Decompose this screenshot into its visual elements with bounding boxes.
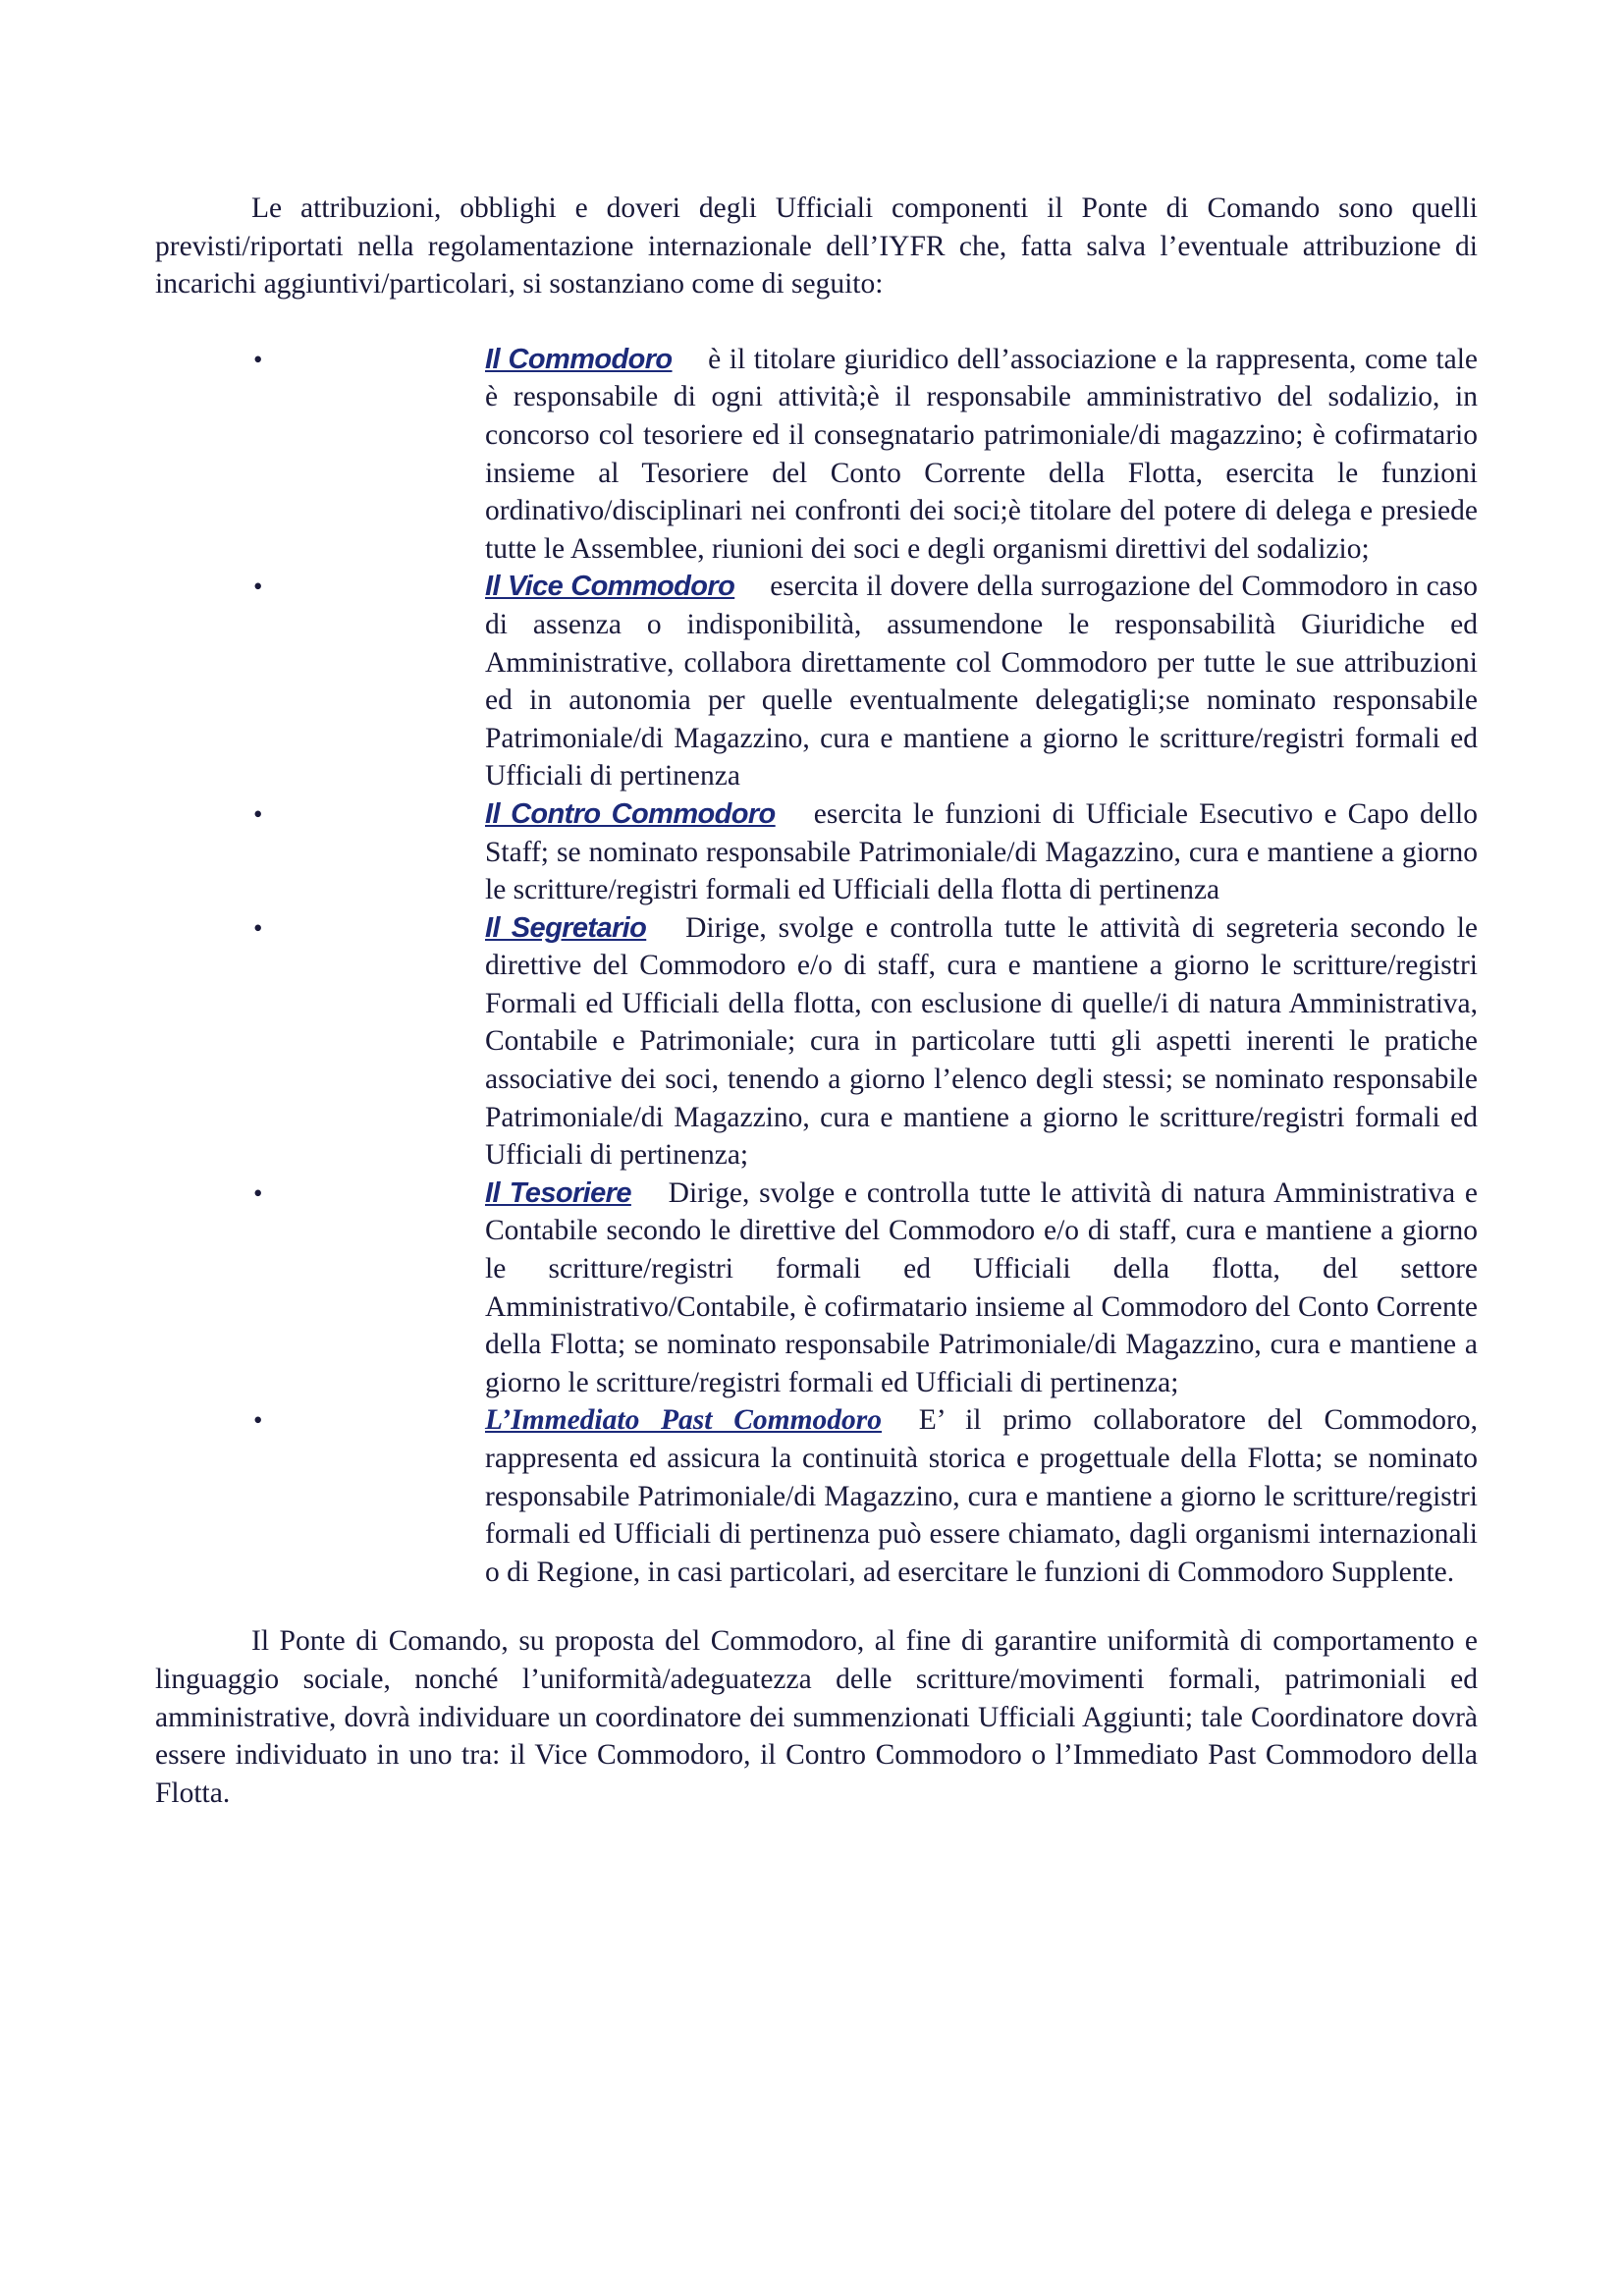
closing-paragraph: Il Ponte di Comando, su proposta del Commodoro, al fine di garantire uniformità di comportamento e linguaggio sociale, nonché l’uniformità/adeguatezza delle scritture/movimenti formali, patrimoniali ed amministrative, dovrà individuare un coordinatore dei summenzionati Ufficiali Aggiunti; tale Coordinatore dovrà essere individuato in uno tra: il Vice Commodoro, il Contro Commodoro o l’Immediato Past Commodoro della Flotta. [155, 1625, 1478, 1809]
roles-list [155, 341, 1478, 1592]
role-item-segretario [253, 909, 1478, 1175]
bullet-icon: • [253, 912, 263, 943]
bullet-icon: • [253, 798, 263, 829]
role-title-immediato-past-commodoro: L’Immediato Past Commodoro [485, 1404, 883, 1437]
role-item-contro-commodoro [253, 795, 1479, 909]
role-item-immediato-past-commodoro [253, 1401, 1478, 1591]
document-page [155, 190, 1478, 1812]
role-title-segretario: Il Segretario [485, 911, 647, 944]
bullet-icon: • [253, 1177, 263, 1208]
role-text-vice-commodoro: esercita il dovere della surrogazione del Commodoro in caso di assenza o indisponibilità, assumendone le responsabilità Giuridiche ed Amministrative, collabora direttamente col Commodoro per tutte le sue attribuzioni ed in autonomia per quelle eventualmente delegatigli;se nominato responsabile Patrimoniale/di Magazzino, cura e mantiene a giorno le scritture/registri formali ed Ufficiali di pertinenza [485, 571, 1479, 793]
role-text-contro-commodoro: esercita le funzioni di Ufficiale Esecutivo e Capo dello Staff; se nominato responsabile Patrimoniale/di Magazzino, cura e mantiene a giorno le scritture/registri formali ed Ufficiali della flotta di pertinenza [485, 797, 1479, 906]
intro-paragraph: Le attribuzioni, obblighi e doveri degli Ufficiali componenti il Ponte di Comando sono quelli previsti/riportati nella regolamentazione internazionale dell’IYFR che, fatta salva l’eventuale attribuzione di incarichi aggiuntivi/particolari, si sostanziano come di seguito: [155, 192, 1478, 301]
bullet-icon: • [253, 572, 263, 602]
role-text-tesoriere: Dirige, svolge e controlla tutte le attività di natura Amministrativa e Contabile secondo le direttive del Commodoro e/o di staff, cura e mantiene a giorno le scritture/registri formali ed Ufficiali della flotta, del settore Amministrativo/Contabile, è cofirmatario insieme al Commodoro del Conto Corrente della Flotta; se nominato responsabile Patrimoniale/di Magazzino, cura e mantiene a giorno le scritture/registri formali ed Ufficiali di pertinenza; [485, 1176, 1479, 1398]
role-title-contro-commodoro: Il Contro Commodoro [485, 797, 776, 830]
bullet-icon: • [253, 1405, 263, 1436]
role-item-tesoriere [253, 1175, 1479, 1402]
bullet-icon: • [253, 344, 263, 374]
role-item-vice-commodoro [253, 568, 1479, 795]
role-item-commodoro [253, 341, 1478, 569]
role-text-commodoro: è il titolare giuridico dell’associazione e la rappresenta, come tale è responsabile di ogni attività;è il responsabile amministrativo del sodalizio, in concorso col tesoriere ed il consegnatario patrimoniale/di magazzino; è cofirmatario insieme al Tesoriere del Conto Corrente della Flotta, esercita le funzioni ordinativo/disciplinari nei confronti dei soci;è titolare del potere di delega e presiede tutte le Assemblee, riunioni dei soci e degli organismi direttivi del sodalizio; [485, 343, 1478, 565]
role-text-immediato-past-commodoro: E’ il primo collaboratore del Commodoro, rappresenta ed assicura la continuità storica e progettuale della Flotta; se nominato responsabile Patrimoniale/di Magazzino, cura e mantiene a giorno le scritture/registri formali ed Ufficiali di pertinenza può essere chiamato, dagli organismi internazionali o di Regione, in casi particolari, ad esercitare le funzioni di Commodoro Supplente. [485, 1404, 1478, 1588]
role-title-commodoro: Il Commodoro [485, 343, 673, 375]
role-title-tesoriere: Il Tesoriere [485, 1176, 631, 1209]
role-title-vice-commodoro: Il Vice Commodoro [485, 571, 735, 603]
role-text-segretario: Dirige, svolge e controlla tutte le attività di segreteria secondo le direttive del Commodoro e/o di staff, cura e mantiene a giorno le scritture/registri Formali ed Ufficiali della flotta, con esclusione di quelle/i di natura Amministrativa, Contabile e Patrimoniale; cura in particolare tutti gli aspetti inerenti le pratiche associative dei soci, tenendo a giorno l’elenco degli stessi; se nominato responsabile Patrimoniale/di Magazzino, cura e mantiene a giorno le scritture/registri formali ed Ufficiali di pertinenza; [485, 911, 1478, 1172]
